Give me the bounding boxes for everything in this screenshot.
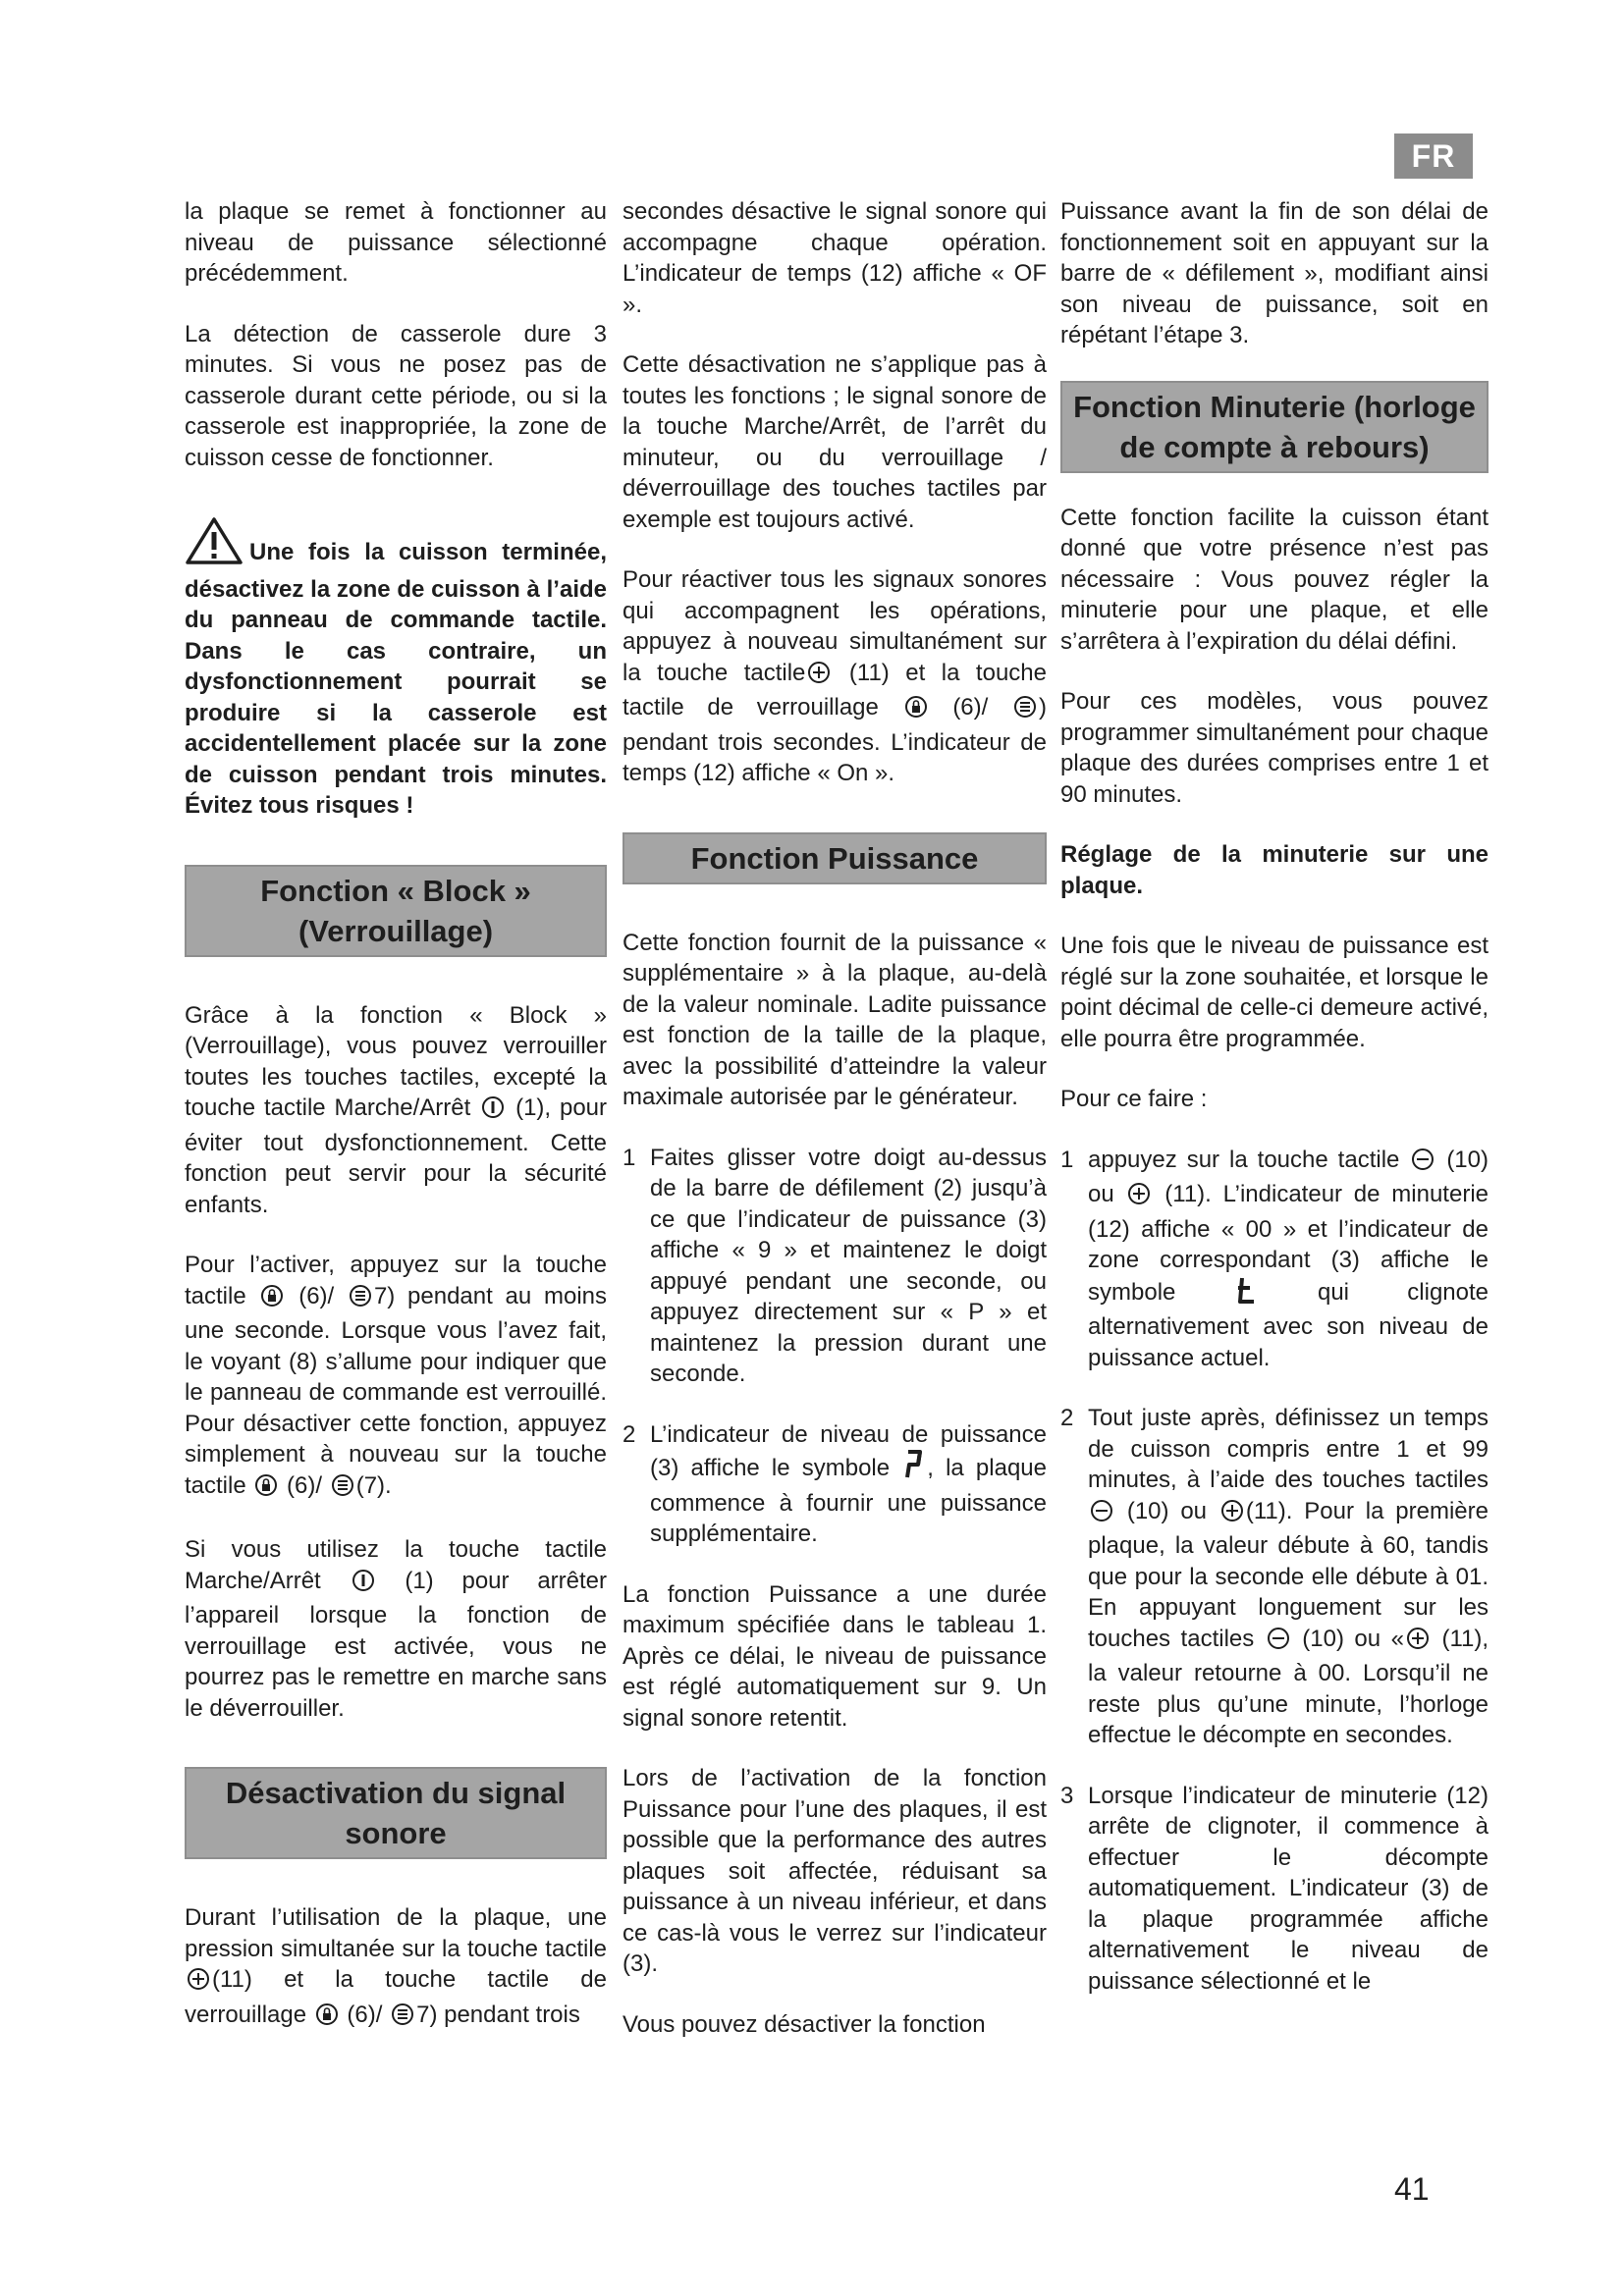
paragraph [185, 1000, 607, 1221]
timer-symbol-icon [1236, 1276, 1258, 1312]
text: (6)/ [347, 2001, 383, 2028]
plus-circle-icon [1220, 1499, 1244, 1531]
paragraph: Pour ce faire : [1060, 1086, 1208, 1112]
page-number: 41 [1394, 2171, 1430, 2207]
paragraph: Cette désactivation ne s’applique pas à toutes les fonctions ; le signal sonore de la touche Marche/Arrêt, de l’arrêt du minuteur, ou du verrouillage / déverrouillage des touches tactiles par exemple est toujours activé. [623, 351, 1047, 533]
lock-list-icon [1013, 695, 1037, 727]
text: (11), la valeur retourne à 00. Lorsqu’il ne reste plus qu’une minute, l’horloge effectue le décompte en secondes. [1088, 1625, 1489, 1748]
paragraph [185, 1534, 607, 1724]
lock-key-icon [904, 695, 928, 727]
text: , la plaque commence à fournir une puissance supplémentaire. [650, 1455, 1047, 1547]
paragraph: secondes désactive le signal sonore qui accompagne chaque opération. L’indicateur de temps (12) affiche « OF ». [623, 198, 1047, 318]
text: (1), pour éviter tout dysfonctionnement. Cette fonction peut servir pour la sécurité enfants. [185, 1095, 608, 1218]
heading-power-function: Fonction Puissance [623, 832, 1047, 884]
lock-key-icon [254, 1473, 278, 1506]
text: 7) pendant au moins une seconde. Lorsque vous l’avez fait, le voyant (8) s’allume pour indiquer que le panneau de commande est verrouillé. Pour désactiver cette fonction, appuyez simplement à nouveau sur la touche tactile [185, 1282, 607, 1499]
paragraph: Une fois que le niveau de puissance est réglé sur la zone souhaitée, et lorsque le point décimal de celle-ci demeure activé, elle pourra être programmée. [1060, 933, 1489, 1052]
paragraph [185, 1250, 607, 1505]
numbered-step [1060, 1403, 1489, 1751]
column-left [185, 196, 607, 2034]
paragraph: La fonction Puissance a une durée maximum spécifiée dans le tableau 1. Après ce délai, le niveau de puissance est réglé automatiquement sur 9. Un signal sonore retentit. [623, 1580, 1047, 1732]
text: Pour l’activer, appuyez sur la touche tactile [185, 1252, 607, 1309]
step-number: 1 [1060, 1146, 1074, 1173]
text: (11). Pour la première plaque, la valeur débute à 60, tandis que pour la seconde elle débute à 01. En appuyant longuement sur les touches tactiles [1088, 1497, 1489, 1652]
paragraph: Puissance avant la fin de son délai de fonctionnement soit en appuyant sur la barre de « défilement », modifiant ainsi son niveau de puissance, soit en répétant l’étape 3. [1060, 198, 1489, 348]
paragraph: Pour ces modèles, vous pouvez programmer simultanément pour chaque plaque des durées comprises entre 1 et 90 minutes. [1060, 688, 1489, 808]
plus-circle-icon [1127, 1182, 1151, 1214]
step-text [1088, 1403, 1489, 1751]
text: (11). L’indicateur de minuterie (12) affiche « 00 » et l’indicateur de zone correspondant (3) affiche le symbole [1088, 1181, 1489, 1306]
minus-circle-icon [1090, 1499, 1113, 1531]
text: (6)/ [287, 1471, 323, 1499]
paragraph [185, 1902, 607, 2034]
text: (11) et la touche tactile de verrouillage [623, 659, 1047, 721]
heading-timer-function: Fonction Minuterie (horloge de compte à rebours) [1060, 381, 1489, 473]
text: qui clignote alternativement avec son niveau de puissance actuel. [1088, 1278, 1489, 1371]
paragraph: La détection de casserole dure 3 minutes. Si vous ne posez pas de casserole durant cette période, ou si la casserole est inappropriée, la zone de cuisson cesse de fonctionner. [185, 320, 607, 471]
text: (10) ou « [1302, 1625, 1404, 1652]
text: Si vous utilisez la touche tactile Marche/Arrêt [185, 1536, 607, 1594]
step-text: Faites glisser votre doigt au-dessus de la barre de défilement (2) jusqu’à ce que l’indicateur de puissance (3) affiche « 9 » et maintenez le doigt appuyé pendant une seconde, ou appuyez directement sur « P » et maintenez la pression durant une seconde. [650, 1144, 1047, 1387]
lock-key-icon [260, 1284, 284, 1316]
power-onoff-icon [481, 1095, 505, 1128]
paragraph: Lors de l’activation de la fonction Puissance pour l’une des plaques, il est possible que la performance des autres plaques soit affectée, réduisant sa puissance à un niveau inférieur, et dans ce cas-là vous le verrez sur l’indicateur (3). [623, 1765, 1047, 1977]
column-right [1060, 196, 1489, 1997]
text: (7). [355, 1471, 392, 1499]
text: L’indicateur de niveau de puissance (3) affiche le symbole [650, 1420, 1047, 1481]
plus-circle-icon [1406, 1627, 1430, 1659]
sub-heading: Réglage de la minuterie sur une plaque. [1060, 841, 1489, 899]
text: Pour réactiver tous les signaux sonores qui accompagnent les opérations, appuyez à nouveau simultanément sur la touche tactile [623, 566, 1047, 686]
step-text: Lorsque l’indicateur de minuterie (12) arrête de clignoter, il commence à effectuer le décompte automatiquement. L’indicateur (3) de la plaque programmée affiche alternativement le niveau de puissance sélectionné et le [1088, 1782, 1489, 1995]
paragraph: Vous pouvez désactiver la fonction [623, 2010, 986, 2038]
step-number: 2 [1060, 1405, 1074, 1431]
power-onoff-icon [352, 1569, 375, 1601]
text: (6)/ [952, 694, 989, 721]
p-symbol-icon [903, 1450, 925, 1488]
numbered-step [1060, 1781, 1489, 1998]
lock-list-icon [391, 2002, 414, 2035]
step-number: 2 [623, 1420, 636, 1448]
numbered-step [623, 1419, 1047, 1550]
text: 7) pendant trois [416, 2001, 580, 2028]
text: (6)/ [298, 1282, 335, 1309]
text: appuyez sur la touche tactile [1088, 1146, 1400, 1173]
step-text [1088, 1145, 1489, 1374]
minus-circle-icon [1267, 1627, 1290, 1659]
paragraph [623, 564, 1047, 789]
text: (10) ou [1088, 1146, 1489, 1207]
numbered-step [1060, 1145, 1489, 1374]
text: Grâce à la fonction « Block » (Verrouillage), vous pouvez verrouiller toutes les touches tactiles, excepté la touche tactile Marche/Arrêt [185, 1001, 607, 1121]
warning-text: Une fois la cuisson terminée, désactivez la zone de cuisson à l’aide du panneau de commande tactile. Dans le cas contraire, un dysfonctionnement pourrait se produire si la casserole est accidentellement placée sur la zone de cuisson pendant trois minutes. Évitez tous risques ! [185, 539, 607, 819]
heading-block-function: Fonction « Block » (Verrouillage) [185, 865, 607, 957]
text: (10) ou [1126, 1497, 1208, 1524]
language-badge: FR [1394, 133, 1473, 179]
plus-circle-icon [807, 661, 831, 693]
paragraph: la plaque se remet à fonctionner au niveau de puissance sélectionné précédemment. [185, 198, 607, 287]
lock-list-icon [331, 1473, 354, 1506]
step-number: 3 [1060, 1782, 1074, 1809]
lock-list-icon [349, 1284, 372, 1316]
numbered-step [623, 1143, 1047, 1390]
text: (1) pour arrêter l’appareil lorsque la fonction de verrouillage est activée, vous ne pourrez pas le remettre en marche sans le déverrouiller. [185, 1567, 607, 1722]
text: Durant l’utilisation de la plaque, une pression simultanée sur la touche tactile [185, 1904, 607, 1962]
paragraph: Cette fonction facilite la cuisson étant donné que votre présence n’est pas nécessaire : Vous pouvez régler la minuterie pour une plaque, et elle s’arrêtera à l’expiration du délai défini. [1060, 504, 1489, 655]
lock-key-icon [315, 2002, 339, 2035]
plus-circle-icon [187, 1967, 210, 2000]
minus-circle-icon [1411, 1148, 1435, 1180]
text: (11) et la touche tactile de verrouillage [185, 1966, 607, 2028]
paragraph: Cette fonction fournit de la puissance « supplémentaire » à la plaque, au-delà de la valeur nominale. Ladite puissance est fonction de la taille de la plaque, avec la possibilité d’atteindre la valeur maximale autorisée par le générateur. [623, 929, 1047, 1110]
column-middle [623, 196, 1047, 2040]
warning-paragraph [185, 516, 607, 822]
text: Tout juste après, définissez un temps de cuisson compris entre 1 et 99 minutes, à l’aide des touches tactiles [1088, 1405, 1489, 1493]
step-number: 1 [623, 1144, 636, 1171]
heading-sound-deactivation: Désactivation du signal sonore [185, 1767, 607, 1859]
step-text [650, 1419, 1047, 1550]
warning-triangle-icon [185, 516, 244, 574]
text: ) pendant trois secondes. L’indicateur de temps (12) affiche « On ». [623, 694, 1048, 786]
